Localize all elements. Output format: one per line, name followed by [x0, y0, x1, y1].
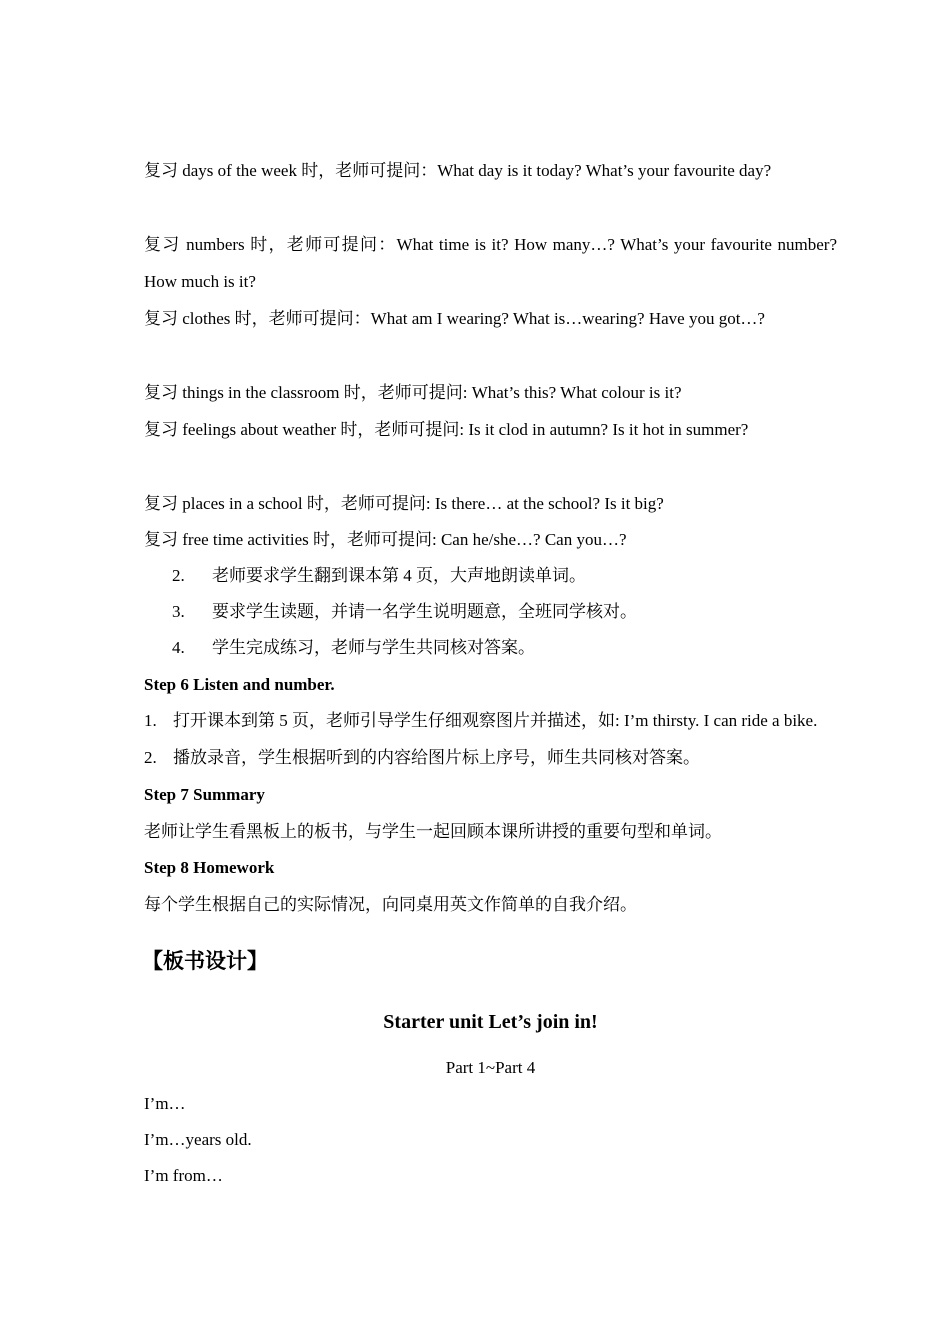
- item-text: 要求学生读题，并请一名学生说明题意，全班同学核对。: [212, 601, 637, 621]
- review-clothes: 复习 clothes 时，老师可提问：What am I wearing? What is…wearing? Have you got…?: [144, 309, 765, 328]
- review-numbers: 复习 numbers 时，老师可提问：What time is it? How many…? What’s your favourite number? How much is it?: [144, 235, 837, 291]
- document-page: [144, 152, 837, 1194]
- step8-heading: Step 8 Homework: [144, 858, 275, 877]
- step6-heading: Step 6 Listen and number.: [144, 674, 335, 694]
- step7-text: 老师让学生看黑板上的板书，与学生一起回顾本课所讲授的重要句型和单词。: [144, 821, 722, 841]
- item-text: 打开课本到第 5 页，老师引导学生仔细观察图片并描述，如: I’m thirsty. I can ride a bike.: [173, 711, 818, 730]
- item-number: 4.: [172, 637, 185, 657]
- board-line: I’m…: [144, 1094, 186, 1113]
- review-free-time: 复习 free time activities 时，老师可提问: Can he/she…? Can you…?: [144, 530, 627, 549]
- list-item: [144, 594, 837, 630]
- review-classroom: 复习 things in the classroom 时，老师可提问: What’s this? What colour is it?: [144, 383, 682, 402]
- list-item: [144, 558, 837, 594]
- review-school: 复习 places in a school 时，老师可提问: Is there… at the school? Is it big?: [144, 493, 664, 513]
- list-item: [144, 739, 837, 776]
- list-item: [144, 702, 837, 739]
- item-number: 3.: [172, 601, 185, 621]
- board-subtitle: Part 1~Part 4: [445, 1058, 536, 1077]
- list-item: [144, 630, 837, 666]
- board-title: Starter unit Let’s join in!: [383, 1011, 598, 1033]
- item-text: 播放录音，学生根据听到的内容给图片标上序号，师生共同核对答案。: [173, 748, 700, 767]
- step7-heading: Step 7 Summary: [144, 785, 265, 804]
- board-design-heading: 【板书设计】: [142, 949, 268, 973]
- item-number: 1.: [144, 711, 157, 730]
- review-days: 复习 days of the week 时，老师可提问：What day is it today? What’s your favourite day?: [144, 161, 772, 180]
- board-line: I’m…years old.: [144, 1130, 252, 1149]
- step8-text: 每个学生根据自己的实际情况，向同桌用英文作简单的自我介绍。: [144, 894, 637, 914]
- item-text: 学生完成练习，老师与学生共同核对答案。: [212, 637, 535, 657]
- review-weather: 复习 feelings about weather 时，老师可提问: Is it clod in autumn? Is it hot in summer?: [144, 419, 749, 439]
- item-number: 2.: [144, 748, 157, 767]
- board-line: I’m from…: [144, 1166, 223, 1185]
- item-number: 2.: [172, 565, 185, 585]
- item-text: 老师要求学生翻到课本第 4 页，大声地朗读单词。: [212, 565, 586, 585]
